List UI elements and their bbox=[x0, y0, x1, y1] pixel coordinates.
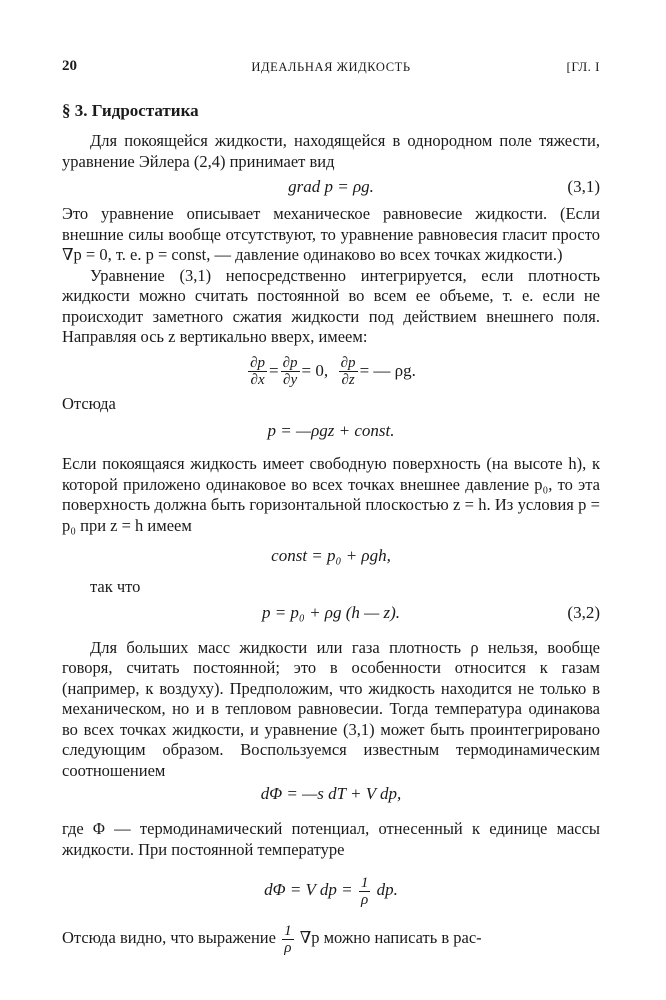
paragraph-9: Отсюда видно, что выражение $\frac{1}{\rho}$ ∇p можно написать в рас- bbox=[62, 922, 482, 956]
equation-const: const = p₀ + ρgh, bbox=[271, 546, 391, 565]
equation-3-1 bbox=[62, 176, 600, 198]
fraction-dp-dx: $\frac{\partial p}{\partial x}$ bbox=[250, 355, 266, 389]
running-title: ИДЕАЛЬНАЯ ЖИДКОСТЬ bbox=[251, 60, 411, 74]
section-title: § 3. Гидростатика bbox=[62, 101, 199, 120]
page-number: 20 bbox=[62, 58, 77, 74]
fraction-one-over-rho: $\frac{1}{\rho}$ bbox=[360, 874, 369, 908]
equation-3-1-number: (3,1) bbox=[567, 177, 600, 196]
equation-derivatives: $\frac{\partial p}{\partial x}$ = $\frac{\partial p}{\partial y}$ = 0, $\frac{\partial p}{\partial z}$ = — ρg. bbox=[250, 355, 416, 389]
paragraph-8: где Φ — термодинамический потенциал, отнесенный к единице массы жидкости. При постоянной температуре bbox=[62, 819, 600, 859]
equation-3-2-number: (3,2) bbox=[567, 602, 600, 622]
equation-pressure-height: p = —ρgz + const. bbox=[267, 421, 395, 440]
running-header bbox=[62, 58, 600, 80]
book-page bbox=[62, 58, 600, 956]
equation-thermo-potential: dΦ = —s dT + V dp, bbox=[260, 784, 402, 803]
fraction-dp-dz: $\frac{\partial p}{\partial z}$ bbox=[340, 355, 356, 389]
equation-3-2 bbox=[62, 602, 600, 624]
equation-const-temperature: dΦ = V dp = $\frac{1}{\rho}$ dp. bbox=[264, 874, 398, 908]
chapter-marker: [ГЛ. I bbox=[566, 59, 600, 74]
paragraph-5: Если покоящаяся жидкость имеет свободную поверхность (на высоте h), к которой приложено одинаковое во всех точках внешнее давление p₀, то эта поверхность должна быть горизонтальной плоскостью z = h. Из условия p = p₀ при z = h имеем bbox=[62, 454, 600, 535]
paragraph-1: Для покоящейся жидкости, находящейся в однородном поле тяжести, уравнение Эйлера (2,4) принимает вид bbox=[62, 131, 600, 171]
equation-3-1-body: grad p = ρg. bbox=[288, 177, 374, 196]
paragraph-7: Для больших масс жидкости или газа плотность ρ нельзя, вообще говоря, считать постоянной; это в особенности относится к газам (например, к воздуху). Предположим, что жидкость находится не только в механическом, но и в тепловом равновесии. Тогда температура одинакова во всех точках жидкости, и уравнение (3,1) может быть проинтегрировано следующим образом. Воспользуемся известным термодинамическим соотношением bbox=[62, 637, 600, 780]
fraction-dp-dy: $\frac{\partial p}{\partial y}$ bbox=[282, 355, 298, 389]
paragraph-4: Отсюда bbox=[62, 393, 116, 413]
paragraph-6: так что bbox=[90, 577, 141, 596]
paragraph-3: Уравнение (3,1) непосредственно интегрируется, если плотность жидкости можно считать постоянной во всем ее объеме, т. е. если не происходит заметного сжатия жидкости под действием внешнего поля. Направляя ось z вертикально вверх, имеем: bbox=[62, 265, 600, 346]
paragraph-2: Это уравнение описывает механическое равновесие жидкости. (Если внешние силы вообще отсутствуют, то уравнение равновесия гласит просто ∇p = 0, т. е. p = const, — давление одинаково во всех точках жидкости.) bbox=[62, 204, 600, 264]
equation-3-2-body: p = p₀ + ρg (h — z). bbox=[261, 602, 401, 622]
fraction-one-over-rho-inline: $\frac{1}{\rho}$ bbox=[284, 922, 292, 956]
